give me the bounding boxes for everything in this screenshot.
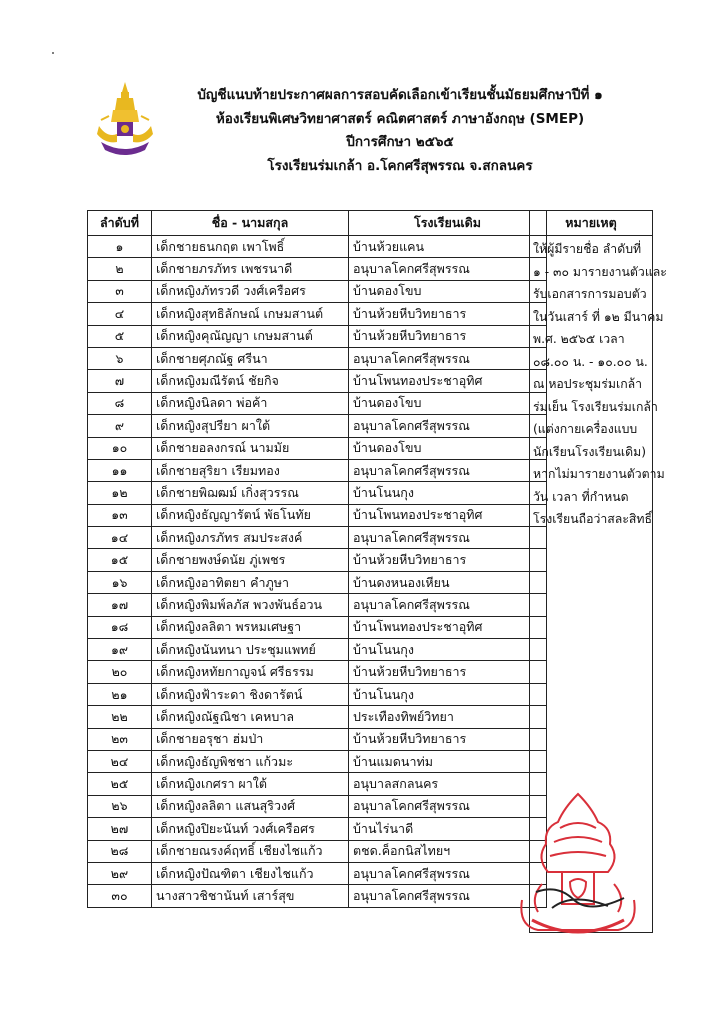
table-row: [88, 392, 547, 414]
remark-line: ร่มเย็น โรงเรียนร่มเกล้า: [533, 399, 658, 414]
student-name: เด็กหญิงฟ้าระดา ชิงดารัตน์: [152, 683, 349, 705]
student-name: เด็กหญิงภัทรวดี วงศ์เครือศร: [152, 280, 349, 302]
school-seal-stamp-icon: [512, 788, 644, 948]
student-name: เด็กชายภรภัทร เพชรนาดี: [152, 258, 349, 280]
table-row: [88, 258, 547, 280]
table-row: [88, 683, 547, 705]
student-name: เด็กหญิงธัญพิชชา แก้วมะ: [152, 750, 349, 772]
table-row: [88, 795, 547, 817]
student-name: เด็กหญิงปัณฑิตา เชียงไชแก้ว: [152, 862, 349, 884]
table-row: [88, 504, 547, 526]
table-row: [88, 459, 547, 481]
school-emblem-icon: [95, 80, 155, 160]
previous-school: อนุบาลโคกศรีสุพรรณ: [349, 415, 547, 437]
row-number: ๗: [88, 370, 152, 392]
table-row: [88, 840, 547, 862]
row-number: ๑๕: [88, 549, 152, 571]
previous-school: บ้านห้วยหีบวิทยาธาร: [349, 728, 547, 750]
row-number: ๒๐: [88, 661, 152, 683]
table-row: [88, 571, 547, 593]
table-row: [88, 347, 547, 369]
student-name: เด็กหญิงณัฐณิชา เคหบาล: [152, 706, 349, 728]
remark-line: นักเรียนโรงเรียนเดิม): [533, 444, 646, 459]
table-row: [88, 549, 547, 571]
previous-school: อนุบาลโคกศรีสุพรรณ: [349, 862, 547, 884]
table-row: [88, 527, 547, 549]
student-name: เด็กหญิงคุณัญญา เกษมสานต์: [152, 325, 349, 347]
remark-line: วัน เวลา ที่กำหนด: [533, 489, 629, 504]
column-header-no: ลำดับที่: [88, 211, 152, 236]
row-number: ๒๘: [88, 840, 152, 862]
row-number: ๑๗: [88, 594, 152, 616]
table-row: [88, 728, 547, 750]
previous-school: บ้านดงหนองเหียน: [349, 571, 547, 593]
row-number: ๑๙: [88, 639, 152, 661]
previous-school: อนุบาลโคกศรีสุพรรณ: [349, 594, 547, 616]
row-number: ๑๑: [88, 459, 152, 481]
previous-school: บ้านโนนกุง: [349, 482, 547, 504]
row-number: ๑๘: [88, 616, 152, 638]
table-row: [88, 594, 547, 616]
table-row: [88, 639, 547, 661]
table-row: [88, 616, 547, 638]
student-name: เด็กชายพิฌฒม์ เกิ่งสุวรรณ: [152, 482, 349, 504]
row-number: ๓: [88, 280, 152, 302]
student-name: เด็กหญิงสุทธิลักษณ์ เกษมสานต์: [152, 303, 349, 325]
remark-line: ในวันเสาร์ ที่ ๑๒ มีนาคม: [533, 309, 664, 324]
student-name: เด็กหญิงหทัยกาญจน์ ศรีธรรม: [152, 661, 349, 683]
previous-school: บ้านโนนกุง: [349, 683, 547, 705]
column-header-school: โรงเรียนเดิม: [349, 211, 547, 236]
previous-school: บ้านห้วยแคน: [349, 236, 547, 258]
previous-school: บ้านห้วยหีบวิทยาธาร: [349, 325, 547, 347]
row-number: ๒๗: [88, 818, 152, 840]
row-number: ๒๔: [88, 750, 152, 772]
row-number: ๒: [88, 258, 152, 280]
roster-body: [88, 236, 547, 908]
column-header-remark: หมายเหตุ: [530, 211, 653, 236]
previous-school: บ้านโพนทองประชาอุทิศ: [349, 616, 547, 638]
column-header-name: ชื่อ - นามสกุล: [152, 211, 349, 236]
student-name: เด็กชายสุริยา เรียมทอง: [152, 459, 349, 481]
student-name: นางสาวชิชานันท์ เสาร์สุข: [152, 885, 349, 907]
student-name: เด็กหญิงธัญญารัตน์ พัธโนทัย: [152, 504, 349, 526]
student-roster-table: [87, 210, 547, 908]
student-name: เด็กหญิงมณีรัตน์ ชัยกิจ: [152, 370, 349, 392]
table-row: [88, 482, 547, 504]
student-name: เด็กชายพงษ์ดนัย ภู่เพชร: [152, 549, 349, 571]
row-number: ๑๖: [88, 571, 152, 593]
row-number: ๔: [88, 303, 152, 325]
previous-school: บ้านดองโขบ: [349, 280, 547, 302]
previous-school: บ้านห้วยหีบวิทยาธาร: [349, 549, 547, 571]
student-name: เด็กหญิงพิมพ์ลภัส พวงพันธ์อวน: [152, 594, 349, 616]
previous-school: บ้านห้วยหีบวิทยาธาร: [349, 303, 547, 325]
previous-school: บ้านไร่นาดี: [349, 818, 547, 840]
student-name: เด็กชายอรุชา ฮ่มป่า: [152, 728, 349, 750]
table-row: [88, 437, 547, 459]
document-header: [160, 84, 640, 178]
previous-school: ตชด.ค็อกนิสไทยฯ: [349, 840, 547, 862]
scan-dot: [52, 52, 54, 54]
table-row: [88, 303, 547, 325]
remark-line: หากไม่มารายงานตัวตาม: [533, 467, 665, 481]
previous-school: บ้านแมดนาท่ม: [349, 750, 547, 772]
table-row: [88, 325, 547, 347]
table-row: [88, 773, 547, 795]
remark-line: ๐๘.๐๐ น. - ๑๐.๐๐ น.: [533, 354, 648, 369]
table-row: [88, 415, 547, 437]
header-school-line: โรงเรียนร่มเกล้า อ.โคกศรีสุพรรณ จ.สกลนคร: [267, 157, 533, 174]
previous-school: อนุบาลโคกศรีสุพรรณ: [349, 795, 547, 817]
previous-school: ประเทืองทิพย์วิทยา: [349, 706, 547, 728]
student-name: เด็กหญิงภรภัทร สมประสงค์: [152, 527, 349, 549]
previous-school: บ้านห้วยหีบวิทยาธาร: [349, 661, 547, 683]
table-row: [88, 862, 547, 884]
row-number: ๑๓: [88, 504, 152, 526]
table-row: [88, 706, 547, 728]
student-name: เด็กชายอลงกรณ์ นามมัย: [152, 437, 349, 459]
row-number: ๑๐: [88, 437, 152, 459]
remark-line: ให้ผู้มีรายชื่อ ลำดับที่: [533, 242, 642, 256]
remark-line: ๑ - ๓๐ มารายงานตัวและ: [533, 264, 667, 279]
student-name: เด็กชายธนกฤต เพาโพธิ์: [152, 236, 349, 258]
previous-school: บ้านดองโขบ: [349, 437, 547, 459]
previous-school: อนุบาลสกลนคร: [349, 773, 547, 795]
previous-school: บ้านดองโขบ: [349, 392, 547, 414]
student-name: เด็กหญิงอาทิตยา คำภูษา: [152, 571, 349, 593]
remark-line: พ.ศ. ๒๕๖๕ เวลา: [533, 332, 625, 346]
previous-school: บ้านโนนกุง: [349, 639, 547, 661]
row-number: ๑: [88, 236, 152, 258]
student-name: เด็กชายศุภณัฐ ศรีนา: [152, 347, 349, 369]
table-row: [88, 661, 547, 683]
row-number: ๒๓: [88, 728, 152, 750]
student-name: เด็กหญิงปิยะนันท์ วงศ์เครือศร: [152, 818, 349, 840]
row-number: ๑๔: [88, 527, 152, 549]
student-name: เด็กหญิงสุปรียา ผาใต้: [152, 415, 349, 437]
row-number: ๙: [88, 415, 152, 437]
row-number: ๒๖: [88, 795, 152, 817]
remark-line: โรงเรียนถือว่าสละสิทธิ์: [533, 512, 653, 526]
header-title-line: บัญชีแนบท้ายประกาศผลการสอบคัดเลือกเข้าเรียนชั้นมัธยมศึกษาปีที่ ๑: [197, 87, 603, 103]
table-row: [88, 370, 547, 392]
table-row: [88, 885, 547, 907]
previous-school: บ้านโพนทองประชาอุทิศ: [349, 504, 547, 526]
student-name: เด็กหญิงนิลดา พ่อค้า: [152, 392, 349, 414]
row-number: ๒๙: [88, 862, 152, 884]
row-number: ๕: [88, 325, 152, 347]
table-row: [88, 236, 547, 258]
previous-school: อนุบาลโคกศรีสุพรรณ: [349, 258, 547, 280]
student-name: เด็กหญิงลลิตา แสนสุริวงศ์: [152, 795, 349, 817]
remark-line: ณ หอประชุมร่มเกล้า: [533, 377, 643, 391]
student-name: เด็กหญิงลลิตา พรหมเศษฐา: [152, 616, 349, 638]
previous-school: อนุบาลโคกศรีสุพรรณ: [349, 527, 547, 549]
row-number: ๓๐: [88, 885, 152, 907]
previous-school: อนุบาลโคกศรีสุพรรณ: [349, 347, 547, 369]
remark-line: รับเอกสารการมอบตัว: [533, 287, 647, 301]
row-number: ๘: [88, 392, 152, 414]
student-name: เด็กหญิงนันทนา ประชุมแพทย์: [152, 639, 349, 661]
student-name: เด็กหญิงเกศรา ผาใต้: [152, 773, 349, 795]
row-number: ๖: [88, 347, 152, 369]
row-number: ๒๑: [88, 683, 152, 705]
previous-school: อนุบาลโคกศรีสุพรรณ: [349, 459, 547, 481]
table-row: [88, 280, 547, 302]
table-row: [88, 818, 547, 840]
header-program-line: ห้องเรียนพิเศษวิทยาศาสตร์ คณิตศาสตร์ ภาษาอังกฤษ (SMEP): [215, 110, 585, 127]
row-number: ๒๒: [88, 706, 152, 728]
table-row: [88, 750, 547, 772]
header-year-line: ปีการศึกษา ๒๕๖๕: [346, 134, 454, 150]
student-name: เด็กชายณรงค์ฤทธิ์ เชียงไชแก้ว: [152, 840, 349, 862]
previous-school: บ้านโพนทองประชาอุทิศ: [349, 370, 547, 392]
row-number: ๑๒: [88, 482, 152, 504]
previous-school: อนุบาลโคกศรีสุพรรณ: [349, 885, 547, 907]
remark-line: (แต่งกายเครื่องแบบ: [533, 422, 638, 436]
row-number: ๒๕: [88, 773, 152, 795]
